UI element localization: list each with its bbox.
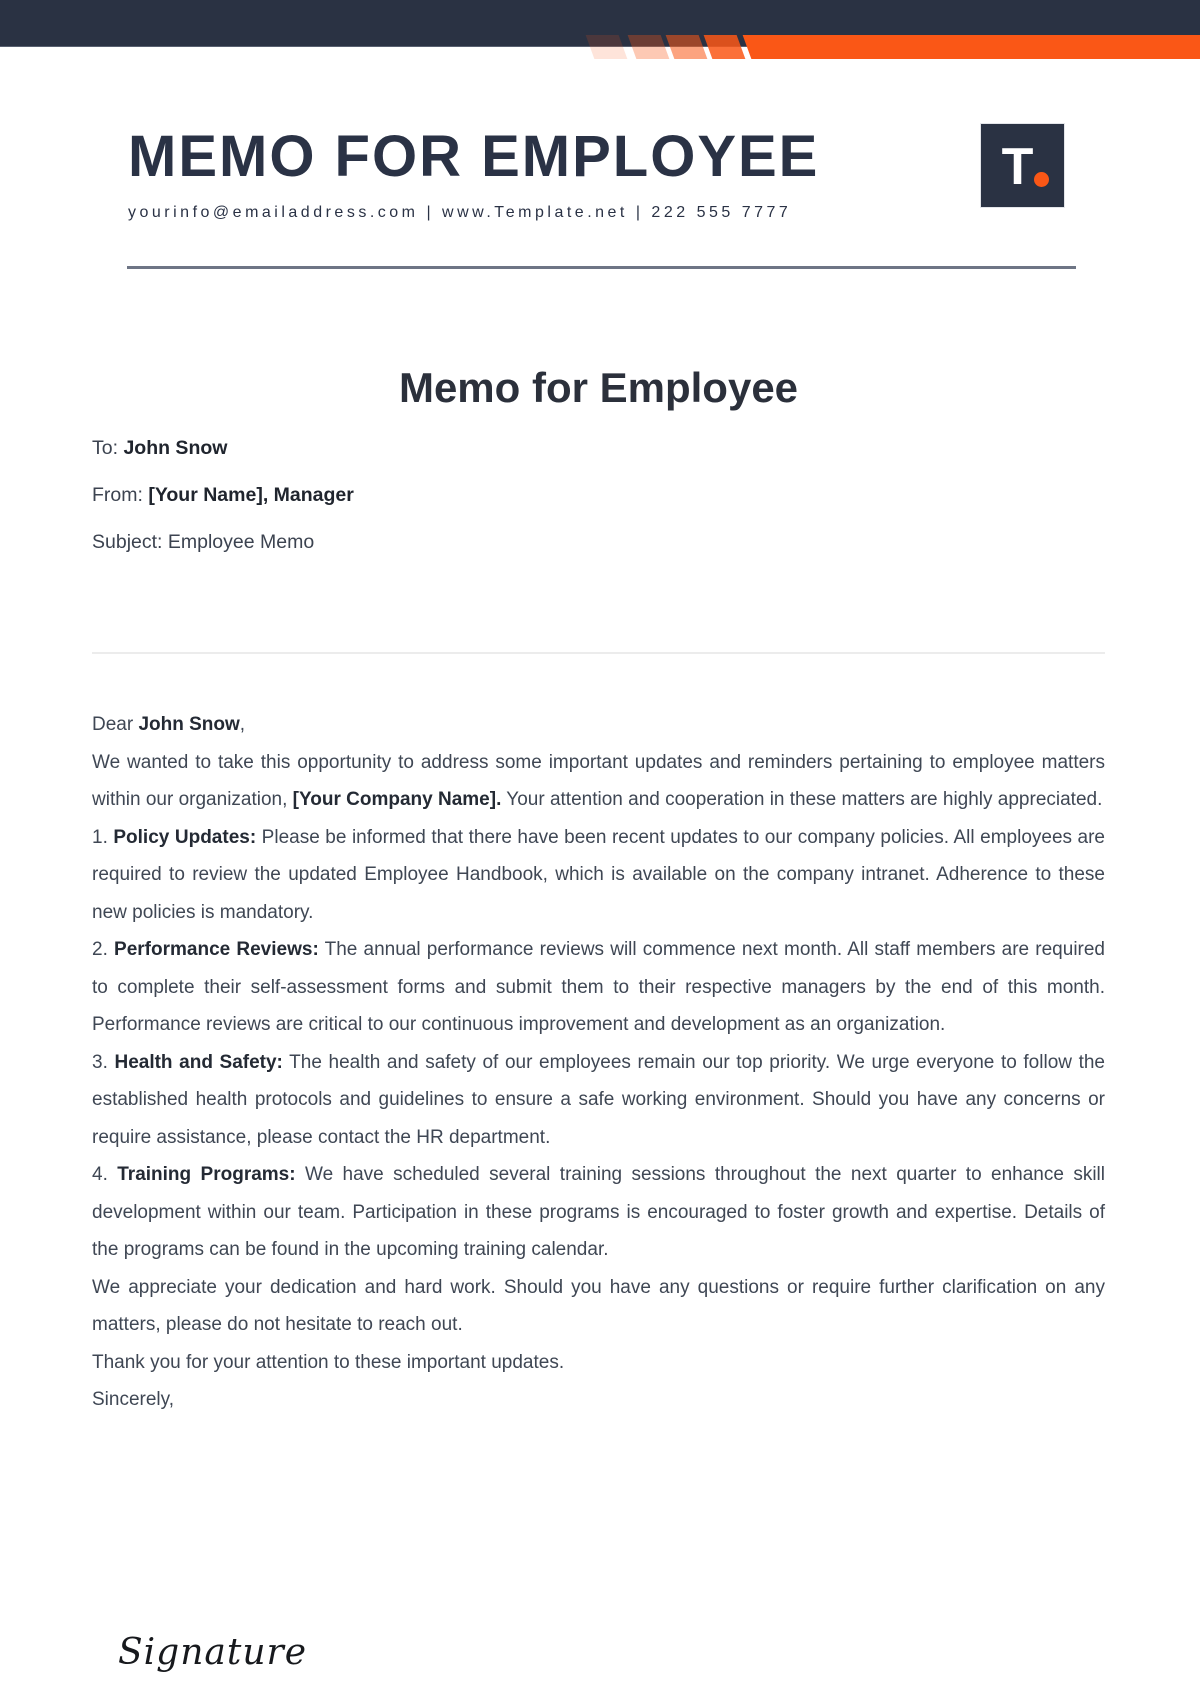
body-divider: [92, 652, 1105, 654]
template-logo: [980, 123, 1065, 208]
paragraph-line: To: John Snow: [92, 437, 228, 459]
accent-stripe: [666, 35, 708, 59]
paragraph-line: We wanted to take this opportunity to address some important updates and reminders pertaining to employee matters within our organization, [Your Company Name]. Your attention and cooperation in these matters are highly appreciated.: [92, 751, 1105, 810]
header-divider: [127, 266, 1076, 269]
accent-stripe: [586, 35, 628, 59]
paragraph-line: 3. Health and Safety: The health and safety of our employees remain our top priority. We urge everyone to follow the established health protocols and guidelines to ensure a safe working environment. Should you have any concerns or require assistance, please contact the HR department.: [92, 1051, 1106, 1148]
accent-bar: [743, 35, 1200, 59]
paragraph-line: Thank you for your attention to these important updates.: [92, 1351, 565, 1373]
paragraph-line: We appreciate your dedication and hard work. Should you have any questions or require further clarification on any matters, please do not hesitate to reach out.: [92, 1276, 1105, 1335]
letterhead-title: MEMO FOR EMPLOYEE: [128, 124, 820, 189]
signature-script: Signature: [118, 1632, 308, 1673]
accent-stripe: [704, 35, 746, 59]
paragraph-line: Subject: Employee Memo: [92, 531, 315, 553]
memo-heading: Memo for Employee: [398, 364, 799, 411]
accent-stripe: [628, 35, 670, 59]
memo-meta-block: [92, 437, 1105, 578]
letterhead-contact-line: yourinfo@emailaddress.com | www.Template.net | 222 555 7777: [128, 204, 792, 221]
logo-letter-t: T: [1001, 137, 1034, 196]
paragraph-line: 1. Policy Updates: Please be informed that there have been recent updates to our company policies. All employees are required to review the updated Employee Handbook, which is available on the company intranet. Adherence to these new policies is mandatory.: [92, 826, 1105, 923]
memo-body: [92, 706, 1105, 1419]
paragraph-line: From: [Your Name], Manager: [92, 484, 354, 506]
orange-accent-strip: [0, 35, 1200, 59]
paragraph-line: Dear John Snow,: [92, 714, 246, 735]
logo-orange-dot-icon: [1034, 172, 1049, 187]
paragraph-line: Sincerely,: [92, 1389, 175, 1410]
paragraph-line: 4. Training Programs: We have scheduled several training sessions throughout the next quarter to enhance skill development within our team. Participation in these programs is encouraged to foster growth and expertise. Details of the programs can be found in the upcoming training calendar.: [92, 1164, 1106, 1260]
paragraph-line: 2. Performance Reviews: The annual performance reviews will commence next month. All staff members are required to complete their self-assessment forms and submit them to their respective managers by the end of this month. Performance reviews are critical to our continuous improvement and development as an organization.: [92, 939, 1106, 1035]
